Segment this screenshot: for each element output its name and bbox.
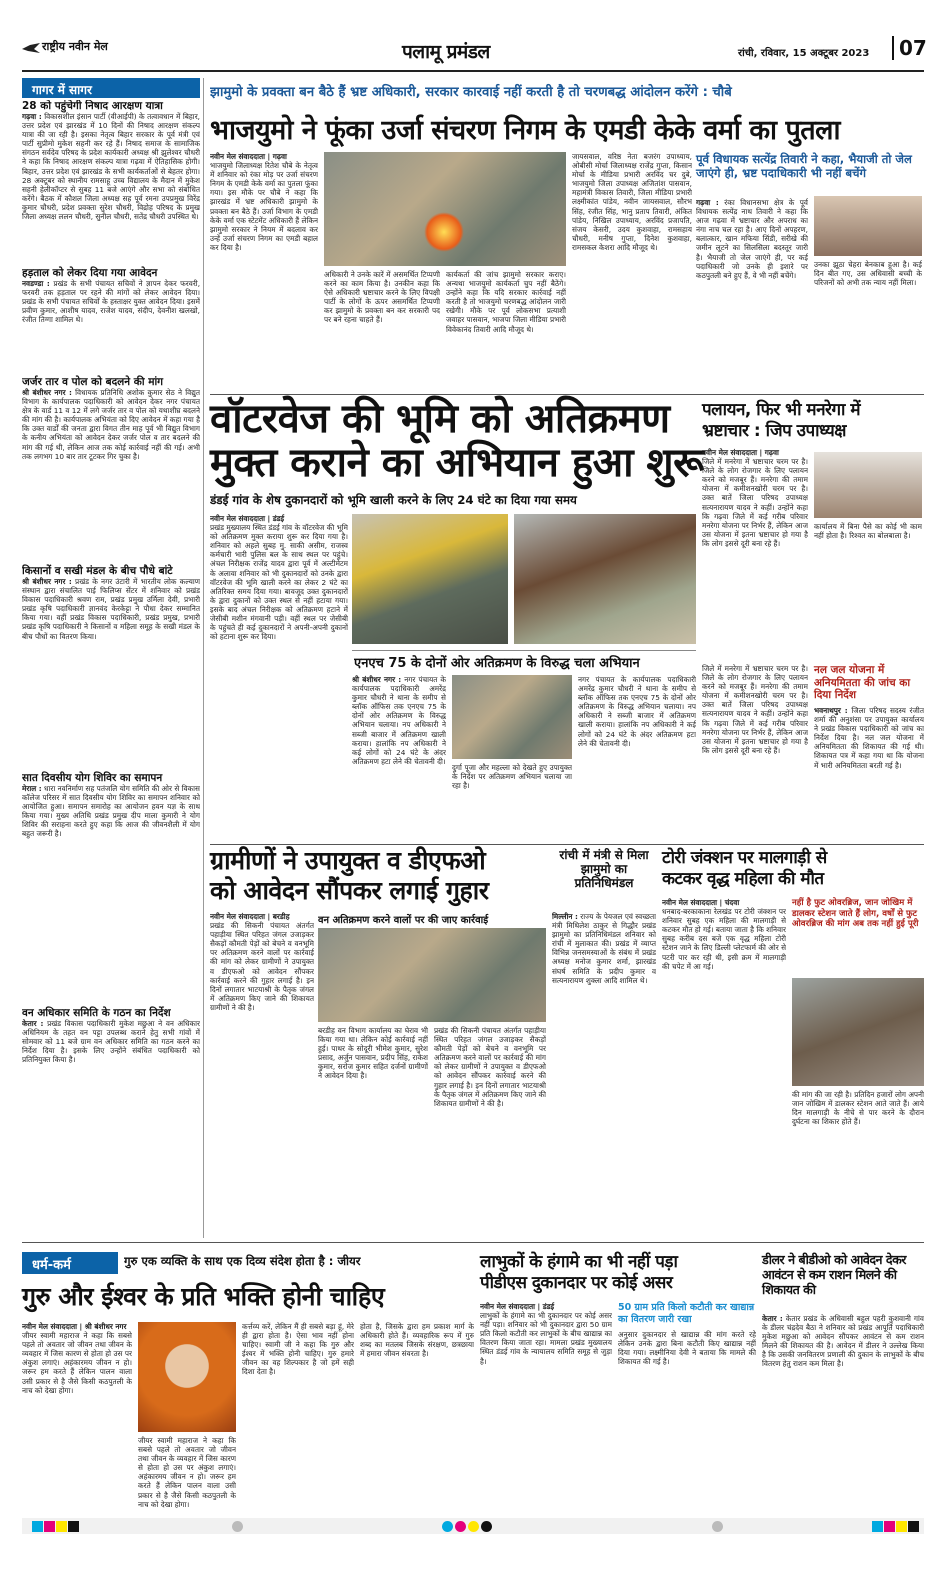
dateline: मिल्लीन : (552, 912, 578, 921)
story-text: अनुसार दुकानदार से खाद्यान्न की मांग करते रहे लेकिन उनके द्वारा बिना कटौती किए खाद्यान्न नहीं दिया गया। लक्ष्मीनिया देवी ने बताया कि मामले की शिकायत की गई है। (618, 1330, 756, 1367)
sidebar-item-title: वन अधिकार समिति के गठन का निर्देश (22, 1007, 171, 1019)
story-text: नगर पंचायत के कार्यपालक पदाधिकारी अमरेंद्र कुमार चौधरी ने थाना के समीप से ब्लॉक ऑफिस तक एनएच 75 के दोनों ओर अतिक्रमण के विरुद्ध अभियान चलाया। नप अधिकारी ने सब्जी बाजार में अतिक्रमण खाली कराया। हालांकि नप अधिकारी ने कई लोगों को 24 घंटे के अंदर अतिक्रमण हटा लेने की चेतावनी दी। (352, 675, 446, 766)
pds-headline-1: लाभुकों के हंगामे का भी नहीं पड़ा (480, 1252, 678, 1272)
story-text: जीयर स्वामी महाराज ने कहा कि सबसे पहले तो अवतार जो जीवन तथा जीवन के व्यवहार में जिस कारण से होता हो उस पर अंकुश लगाएं। अहंकारमय जीवन न हो। जरूर हम करते हैं लेकिन पालन वाला उसी प्रकार से है जैसे किसी कठपुतली के नाच को देखा होगा। (22, 1331, 132, 1395)
section-rule (210, 844, 924, 845)
story-text: जिला परिषद सदस्य रंजीत शर्मा की अनुशंसा पर उपायुक्त कार्यालय ने प्रखंड विकास पदाधिकारी को जांच का निर्देश दिया है। नल जल योजना में अनियमितता की शिकायत की गई थी। शिकायत पत्र में कहा गया था कि योजना में भारी अनियमितता बरती गई है। (814, 706, 924, 770)
color-swatch (68, 1521, 79, 1532)
registration-dot (442, 1521, 453, 1532)
story-text: होता है, जिसके द्वारा हम प्रकाश मार्ग के अधिकारी होते हैं। व्यवहारिक रूप में गुरु शब्द का मतलब जिसके संरक्षण, छत्रछाया में हमारा जीवन संवरता है। (360, 1322, 474, 1359)
pds-story (480, 1252, 756, 1510)
dealer-headline: डीलर ने बीडीओ को आवेदन देकर आवंटन से कम राशन मिलने की शिकायत की (762, 1252, 906, 1297)
color-swatch (908, 1521, 919, 1532)
story-text: बरडीह वन विभाग कार्यालय का घेराव भी किया गया था। लेकिन कोई कार्रवाई नहीं हुई। पाथर के सोदूरी भीमेश कुमार, सुरेश प्रसाद, अर्जुन पासवान, प्रदीप सिंह, राकेश कुमार, सरोज कुमार सहित दर्जनों ग्रामीणों ने आवेदन दिया है। (318, 1026, 428, 1081)
tori-headline-2: कटकर वृद्ध महिला की मौत (662, 869, 824, 889)
sidebar-item-text: प्रखंड के नगर उंटारी में भारतीय लोक कल्याण संस्थान द्वारा संचालित पाई फिलिप्स सेंटर में शनिवार को प्रखंड विकास पदाधिकारी श्रवण राम, प्रखंड प्रमुख उर्मिला देवी, प्रभारी प्रखंड कृषि पदाधिकारी ज्ञानवंद केरकेट्टा ने पौधा देकर सम्मानित किया गया। वहीं प्रखंड विकास पदाधिकारी, प्रखंड प्रमुख, प्रभारी प्रखंड कृषि पदाधिकारी ने किसानों व महिला समूह के सखी मंडल के बीच पौधों का वितरण किया। (22, 577, 200, 641)
story-text: की मांग की जा रही है। प्रतिदिन हजारों लोग अपनी जान जोखिम में डालकर स्टेशन आते जाते हैं। आये दिन मालगाड़ी के नीचे से पार करने के दौरान दुर्घटना का शिकार होते हैं। (792, 1090, 924, 1127)
story-text: जीयर स्वामी महाराज ने कहा कि सबसे पहले तो अवतार जो जीवन तथा जीवन के व्यवहार में जिस कारण से होता हो उस पर अंकुश लगाएं। अहंकारमय जीवन न हो। जरूर हम करते हैं लेकिन पालन वाला उसी प्रकार से है जैसे किसी कठपुतली के नाच को देखा होगा। (138, 1436, 236, 1509)
masthead-rule (22, 70, 924, 72)
pds-headline-2: पीडीएस दुकानदार पर कोई असर (480, 1273, 673, 1293)
demolition-photo (514, 514, 696, 644)
paper-name: राष्ट्रीय नवीन मेल (42, 40, 108, 53)
registration-dot (712, 1521, 723, 1532)
dateline: गढ़वा : (696, 198, 719, 207)
story-text: भाजयुमो जिलाध्यक्ष रितेश चौबे के नेतृत्व में शनिवार को रंका मोड़ पर उर्जा संचरण निगम के एमडी केके वर्मा का पुतला फूंका गया। इस मौके पर चौबे ने कहा कि झारखंड में भ्रष्ट अधिकारी झामुमो के प्रवक्ता बन बैठे हैं। उर्जा विभाग के एमडी केके वर्मा एक स्टेटमेंट अधिकारी हैं लेकिन झामुमो सरकार ने नियम में बदलाव कर उन्हें उर्जा संचरण निगम का एमडी बहाल कर दिया है। (210, 161, 318, 252)
sidebar-item (22, 565, 200, 767)
protest-photo (324, 152, 566, 266)
color-swatch (44, 1521, 55, 1532)
top-story-body (210, 152, 690, 390)
dateline: केतार : (22, 1019, 44, 1028)
section-rule (22, 1242, 924, 1243)
sidebar-item-title: 28 को पहुंचेगी निषाद आरक्षण यात्रा (22, 100, 163, 112)
portrait-photo (814, 452, 922, 518)
sidebar-item-title: किसानों व सखी मंडल के बीच पौधे बांटे (22, 565, 173, 577)
top-story-headline: भाजयुमो ने फूंका उर्जा संचरण निगम के एमडी केके वर्मा का पुतला (210, 115, 840, 146)
villagers-subhead: वन अतिक्रमण करने वालों पर की जाए कार्रवाई (318, 915, 489, 926)
story-text: लाभुकों के हंगामे का भी दुकानदार पर कोई असर नहीं पड़ा। शनिवार को भी दुकानदार द्वारा 50 ग्राम प्रति किलो कटौती कर लाभुकों के बीच खाद्यान्न का वितरण किया जाता रहा। मामला प्रखंड मुख्यालय स्थित डंडई गांव के न्यायालय समिति समूह से जुड़ा है। (480, 1311, 612, 1366)
manrega-headline-1: पलायन, फिर भी मनरेगा में (702, 400, 861, 420)
main-headline-line1: वॉटरवेज की भूमि को अतिक्रमण (210, 396, 670, 442)
column-divider (203, 78, 204, 1238)
pds-subhead: 50 ग्राम प्रति किलो कटौती कर खाद्यान्न का वितरण जारी रखा (618, 1302, 755, 1325)
registration-dot (455, 1521, 466, 1532)
story-text: जिले में मनरेगा में भ्रष्टाचार चरम पर है। जिले के लोग रोजगार के लिए पलायन करने को मजबूर हैं। मनरेगा की तमाम योजना में कमीशनखोरी चरम पर है। उक्त बातें जिला परिषद उपाध्यक्ष सत्यनारायण यादव ने कहीं। उन्होंने कहा कि गढ़वा जिले में कई गरीब परिवार मनरेगा योजना पर निर्भर हैं, लेकिन आज उस योजना में इतना भ्रष्टाचार हो गया है कि लोग इससे दूरी बना रहे हैं। (702, 664, 808, 755)
story-text: प्रखंड मुख्यालय स्थित डंडई गांव के वॉटरवेज की भूमि को अतिक्रमण मुक्त कराया शुरू कर दिया गया है। शनिवार को अहले सुबह मु. साकी असीम, राजस्व कर्मचारी भारी पुलिस बल के साथ स्थल पर पहुंचे। अंचल निरीक्षक राजेंद्र यादव द्वारा पूर्व में अल्टीमेटम के अलावा शनिवार को भी दुकानदारों को उनके द्वारा वॉटरवेज की भूमि खाली करने का लेकर 2 घंटे का अतिरिक्त समय दिया गया। बावजूद उक्त दुकानदारों के द्वारा दुकानों को उक्त स्थल से नहीं हटाया गया। इसके बाद अंचल निरीक्षक को अतिक्रमण हटाने में जेसीबी मशीन मंगवानी पड़ी। वहीं स्थल पर जेसीबी के पहुंचते ही कई दुकानदारों ने अपनी-अपनी दुकानों को हटाना शुरू कर दिया। (210, 523, 348, 642)
villagers-headline-2: को आवेदन सौंपकर लगाई गुहार (210, 876, 489, 905)
dateline: मेराल : (22, 784, 42, 793)
dharm-headline: गुरु और ईश्वर के प्रति भक्ति होनी चाहिए (22, 1282, 385, 1311)
color-swatch (896, 1521, 907, 1532)
story-text: प्रखंड की सिकनी पंचायत अंतर्गत पहाड़ीया स्थित परिहत जंगल उजाड़कर सैकड़ों कौमती पेड़ों को बेचने व वनभूमि पर अतिक्रमण करने वालों पर कार्रवाई की मांग को लेकर ग्रामीणों ने उपायुक्त व डीएफओ को आवेदन सौंपकर कार्रवाई करने की गुहार लगाई है। इन दिनों लगातार भाटयाश्री के पैतृक जंगल में अतिक्रमण किए जाने की शिकायत ग्रामीणों ने की है। (210, 921, 314, 1012)
sidebar-item (22, 772, 200, 1002)
registration-strip (22, 1518, 924, 1534)
tori-subhead: नहीं है फुट ओवरब्रिज, जान जोखिम में डालकर स्टेशन जाते हैं लोग, वर्षों से फुट ओवरब्रिज की मांग अब तक नहीं हुई पूरी (792, 898, 919, 929)
story-text: केतार प्रखंड के अधिवासी बहुल पहरी कुशवानी गांव के डीलर चंद्रदेव बैठा ने शनिवार को प्रखंड आपूर्ति पदाधिकारी मुकेश मछुआ को आवेदन सौंपकर आवंटन से कम राशन मिलने की शिकायत की है। आवेदन में डीलर ने उल्लेख किया है कि उसकी जनवितरण प्रणाली की दुकान के लाभुकों के बीच वितरण हेतु राशन कम मिला है। (762, 1314, 924, 1369)
dateline: नवीन मेल संवाददाता | गढ़वा (702, 448, 779, 457)
story-text: जायसवाल, वरिष्ठ नेता बजरंग उपाध्याय, ओबीसी मोर्चा जिलाध्यक्ष राजेंद्र गुप्ता, किसान मोर्चा के मीडिया प्रभारी अरविंद चर दुबे, भाजयुमो जिला उपाध्यक्ष अजितांश पासवान, महामंत्री विकास तिवारी, जिला मीडिया प्रभारी लक्ष्मीकांत पांडेय, नवीन जायसवाल, सौरभ सिंह, रंजीत सिंह, भानु प्रताप तिवारी, अंकित पांडेय, निखिल उपाध्याय, अरविंद प्रजापति, संजय केसरी, उदय कुशवाहा, रामसहाय चौधरी, मनीष गुप्ता, दिनेश कुशवाहा, रामसकल केशरा आदि मौजूद थे। (572, 152, 692, 252)
sidebar-item (22, 1007, 200, 1219)
sidebar-item-text: विधायक प्रतिनिधि अशोक कुमार सेठ ने विद्युत विभाग के कार्यपालक पदाधिकारी को आवेदन देकर नगर पंचायत क्षेत्र के वार्ड 11 व 12 में लगे जर्जर तार व पोल को यथाशीघ्र बदलने की मांग की है। कार्यपालक अभियंता को दिए आवेदन में कहा गया है कि उक्त वार्डों की जनता द्वारा विगत तीन माह पूर्व भी विद्युत विभाग के कनीय अभियंता को आवेदन देकर जर्जर पोल व तार बदलने की मांग की गई थी, लेकिन आज तक कोई कार्रवाई नहीं की गई। अभी तक लगभग 10 बार तार टूटकर गिर चुका है। (22, 388, 200, 461)
sidebar-item-title: सात दिवसीय योग शिविर का समापन (22, 772, 163, 784)
dateline: श्री बंशीधर नगर : (22, 388, 72, 397)
dharm-kicker: गुरु एक व्यक्ति के साथ एक दिव्य संदेश होता है : जीयर (124, 1254, 361, 1268)
story-text: रंका विधानसभा क्षेत्र के पूर्व विधायक सत्येंद्र नाथ तिवारी ने कहा कि आज गढ़वा में भ्रष्टाचार और अपराध का नंगा नाच चल रहा है। आए दिनों अपहरण, बलात्कार, खान मफिया सिंडी, सरीखे की जमीन लूटने का सिलसिला बदस्तूर जारी है। भैयाजी तो जेल जाएंगे ही, पर कई पदाधिकारी जो उनके ही इशारे पर कठपुतली बने हुए हैं, वे भी नहीं बचेंगे। (696, 198, 808, 280)
dateline: नवीन मेल संवाददाता | डंडई (480, 1302, 555, 1311)
sidebar-item (22, 376, 200, 560)
portrait-photo (814, 196, 922, 256)
color-swatch (56, 1521, 67, 1532)
story-text: राज्य के पेयजल एवं स्वच्छता मंत्री मिथिलेश ठाकुर से गिद्धौर प्रखंड झामुमो का प्रतिनिधिमंडल शनिवार को रांची में मुलाकात की। प्रखंड में व्याप्त विभिन्न जनसमस्याओं के संबंध में प्रखंड अध्यक्ष मनोज कुमार शर्मा, झारखंड संघर्ष समिति के प्रदीप कुमार व सत्यनारायण शुक्ला आदि शामिल थे। (552, 912, 656, 985)
dealer-story (762, 1252, 924, 1510)
right-top-headline: पूर्व विधायक सत्येंद्र तिवारी ने कहा, भैयाजी तो जेल जाएंगे ही, भ्रष्ट पदाधिकारी भी नहीं बचेंगे (696, 152, 912, 180)
dateline: नवीन मेल संवाददाता | बरडीह (210, 912, 290, 921)
dateline: गढ़वा : (22, 112, 42, 121)
sidebar-item (22, 100, 200, 262)
bird-logo-icon (22, 40, 40, 52)
story-text: अधिकारी ने उनके कारें में असमर्थित टिप्पणी करने का काम किया है। उनकीन कहा कि ऐसे अधिकारी भ्रष्टाचार करने के लिए विपक्षी पार्टी के लोगों के ऊपर असमर्थित टिप्पणी कर झामुमो के प्रवक्ता बन कर सरकारी पद पर बने रहना चाहते हैं। (324, 270, 440, 325)
sidebar-item-text: प्रखंड के सभी पंचायत सचिवों ने ज्ञापन देकर फरवरी, फरवरी तक हड़ताल पर रहने की मांगों को लेकर आवेदन दिया। प्रखंड के सभी पंचायत सचिवों के हस्ताक्षर युक्त आवेदन दिया। इसमें प्रवीण कुमार, आशीष यादव, राजेश यादव, संदीप, देवनीश खलखो, रंजीत तिग्गा शामिल थे। (22, 279, 200, 325)
market-photo (452, 675, 572, 759)
sidebar-item (22, 267, 200, 371)
main-subhead: डंडई गांव के शेष दुकानदारों को भूमि खाली करने के लिए 24 घंटे का दिया गया समय (210, 493, 577, 507)
dateline: नवीन मेल संवाददाता | डंडई (210, 514, 285, 523)
color-swatch (32, 1521, 43, 1532)
story-text: कार्यालय में बिना पैसे का कोई भी काम नहीं होता है। रिश्वत का बोलबाला है। (814, 522, 922, 541)
sidebar (22, 100, 200, 1238)
color-swatch (872, 1521, 883, 1532)
dateline: श्री बंशीधर नगर : (352, 675, 402, 684)
story-text: कर्त्तव्य करें, लेकिन मैं ही सबसे बड़ा हूं, मेरे ही द्वारा होता है। ऐसा भाव नहीं होना चाहिए। स्वामी जी ने कहा कि गुरु और ईश्वर में भक्ति होनी चाहिए। गुरु हमारे जीवन का वह शिल्पकार है जो हमें सही दिशा देता है। (242, 1322, 354, 1377)
tori-story (662, 848, 924, 1238)
saint-photo (138, 1322, 236, 1432)
dateline: नवडण्डा : (22, 279, 50, 288)
top-story-kicker: झामुमो के प्रवक्ता बन बैठे हैं भ्रष्ट अधिकारी, सरकार कारवाई नहीं करती है तो चरणबद्ध आंदोलन करेंगे : चौबे (210, 85, 732, 100)
minister-story (552, 848, 656, 1238)
section-rule (210, 394, 924, 395)
story-text: धनबाद-बरकाकाना रेलखंड पर टोरी जंक्शन पर शनिवार सुबह एक महिला की मालगाड़ी से कटकर मौत हो गई। बताया जाता है कि शनिवार सुबह करीब दस बजे एक वृद्ध महिला टोरी स्टेशन जाने के लिए डिल्ली प्लेटफार्म की ओर से पटरी पार कर रही थी, इसी क्रम में मालगाड़ी की चपेट में आ गई। (662, 907, 786, 971)
nal-jal-headline: नल जल योजना में अनियमितता की जांच का दिया निर्देश (814, 664, 911, 701)
story-text: प्रखंड की सिकनी पंचायत अंतर्गत पहाड़ीया स्थित परिहत जंगल उजाड़कर सैकड़ों कौमती पेड़ों को बेचने व वनभूमि पर अतिक्रमण करने वालों पर कार्रवाई की मांग को लेकर ग्रामीणों ने उपायुक्त व डीएफओ को आवेदन सौंपकर कार्रवाई करने की गुहार लगाई है। इन दिनों लगातार भाटयाश्री के पैतृक जंगल में अतिक्रमण किए जाने की शिकायत ग्रामीणों ने की है। (434, 1026, 546, 1108)
sidebar-item-text: प्रखंड विकास पदाधिकारी मुकेश मछुआ ने वन अधिकार अधिनियम के तहत वन पट्टा उपलब्ध कराने हेतु सभी गांवों में सोमवार को 11 बजे ग्राम वन अधिकार समिति का गठन करने का निर्देश दिया है। इसके लिए उन्होंने संबंधित पदाधिकारी को प्रतिनियुक्त किया है। (22, 1019, 200, 1065)
story-text: जिले में मनरेगा में भ्रष्टाचार चरम पर है। जिले के लोग रोजगार के लिए पलायन करने को मजबूर हैं। मनरेगा की तमाम योजना में कमीशनखोरी चरम पर है। उक्त बातें जिला परिषद उपाध्यक्ष सत्यनारायण यादव ने कहीं। उन्होंने कहा कि गढ़वा जिले में कई गरीब परिवार मनरेगा योजना पर निर्भर हैं, लेकिन आज उस योजना में इतना भ्रष्टाचार हो गया है कि लोग इससे दूरी बना रहे हैं। (702, 457, 808, 548)
nal-jal-story (702, 664, 924, 840)
sidebar-header: गागर में सागर (22, 78, 200, 98)
registration-dot (481, 1521, 492, 1532)
story-text: कार्यकर्ता की जांच झामुमो सरकार कराए। अन्यथा भाजयुमो कार्यकर्ता चुप नहीं बैठेंगे। उन्होंने कहा कि यदि सरकार कार्रवाई नहीं करती है तो भाजयुमो चरणबद्ध आंदोलन जारी रखेगी। मौके पर पूर्व लोकसभा प्रत्याशी जवाहर पासवान, भाजपा जिला मीडिया प्रभारी विवेकानंद तिवारी आदि मौजूद थे। (446, 270, 566, 334)
nh75-box (352, 650, 696, 840)
sidebar-item-text: विकासशील इंसान पार्टी (वीआईपी) के तत्वावधान में बिहार, उत्तर प्रदेश एवं झारखंड में 10 दिनों की निषाद आरक्षण संकल्प यात्रा की जा रही है। इसका नेतृत्व बिहार सरकार के पूर्व मंत्री एवं पार्टी सुप्रीमो मुकेश सहनी कर रहे हैं। निषाद समाज के सामाजिक संगठन सर्वदेव परिषद के प्रदेश कार्यकारी अध्यक्ष श्री झुलेश्वर चौधरी ने कहा कि निषाद आरक्षण संकल्प यात्रा गढ़वा में ऐतिहासिक होगी। बिहार, उत्तर प्रदेश एवं झारखंड के सभी कार्यकर्ताओं से बेहतर होगा। 28 अक्टूबर को स्थानीय रामसाहू उच्च विद्यालय के मैदान में मुकेश सहनी हेलीकॉप्टर से सुबह 11 बजे आएंगे और सभा को संबोधित करेंगे। बैठक में कौशल जिला अध्यक्ष सह पूर्व रमना उपप्रमुख विरेंद्र कुमार चौधरी, प्रदेश प्रवक्ता सुरेश चौधरी, विद्रोह परिषद के प्रमुख जिला अध्यक्ष ललन चौधरी, सुनील चौधरी, सतेंद्र चौधरी उपस्थित थे। (22, 112, 200, 222)
issue-date: रांची, रविवार, 15 अक्टूबर 2023 (738, 48, 870, 59)
nh75-headline: एनएच 75 के दोनों ओर अतिक्रमण के विरुद्ध चला अभियान (354, 656, 640, 671)
masthead (22, 34, 927, 68)
sidebar-item-title: हड़ताल को लेकर दिया गया आवेदन (22, 267, 158, 279)
sidebar-item-title: जर्जर तार व पोल को बदलने की मांग (22, 376, 164, 388)
fire-icon (424, 212, 464, 252)
manrega-story (702, 400, 924, 660)
dharm-bar: धर्म-कर्म (22, 1252, 118, 1274)
registration-dot (468, 1521, 479, 1532)
story-text: उनका झूठा चेहरा बेनकाब हुआ है। कई दिन बीत गए, उस अधिवासी बच्ची के परिजनों को अभी तक न्याय नहीं मिला। (814, 260, 922, 288)
sidebar-item-text: धारा नवनिर्माण सह पतंजलि योग समिति की ओर से विकास कॉलेज परिसर में सात दिवसीय योग शिविर का समापन शनिवार को आयोजित हुआ। समापन समारोह का आयोजन हवन यज्ञ के साथ किया गया। मुख्य अतिथि प्रखंड प्रमुख दीप माला कुमारी ने योग शिविर की सराहना करते हुए कहा कि आज की जीवनशैली में योग बहुत जरूरी है। (22, 784, 200, 839)
dateline: भवनाथपुर : (814, 706, 848, 715)
tori-headline-1: टोरी जंक्शन पर मालगाड़ी से (662, 848, 827, 868)
color-swatch (884, 1521, 895, 1532)
dateline: नवीन मेल संवाददाता | चंदवा (662, 898, 740, 907)
villagers-photo (318, 928, 546, 1022)
dateline: श्री बंशीधर नगर : (22, 577, 72, 586)
section-title: पलामू प्रमंडल (402, 41, 490, 63)
minister-headline: रांची में मंत्री से मिला झामुमो का प्रतिनिधिमंडल (559, 848, 649, 890)
main-headline-line2: मुक्त कराने का अभियान हुआ शुरू (210, 440, 704, 486)
story-text: नगर पंचायत के कार्यपालक पदाधिकारी अमरेंद्र कुमार चौधरी ने थाना के समीप से ब्लॉक ऑफिस तक एनएच 75 के दोनों ओर अतिक्रमण के विरुद्ध अभियान चलाया। नप अधिकारी ने सब्जी बाजार में अतिक्रमण खाली कराया। हालांकि नप अधिकारी ने कई लोगों को 24 घंटे के अंदर अतिक्रमण हटा लेने की चेतावनी दी। (578, 675, 696, 748)
photo-caption: दुर्गा पूजा और महल्ला को देखते हुए उपायुक्त के निर्देश पर अतिक्रमण अभियान चलाया जा रहा है। (452, 763, 572, 791)
dateline: नवीन मेल संवाददाता | गढ़वा (210, 152, 287, 161)
manrega-headline-2: भ्रष्टाचार : जिप उपाध्यक्ष (702, 421, 846, 441)
right-top-story (696, 152, 924, 390)
villagers-headline-1: ग्रामीणों ने उपायुक्त व डीएफओ (210, 846, 486, 875)
dateline: केतार : (762, 1314, 783, 1323)
railway-photo (792, 978, 924, 1086)
dateline: नवीन मेल संवाददाता | श्री बंशीधर नगर (22, 1322, 127, 1331)
registration-dot (232, 1521, 243, 1532)
jcb-photo (352, 514, 508, 644)
page-number: 07 (892, 36, 927, 60)
